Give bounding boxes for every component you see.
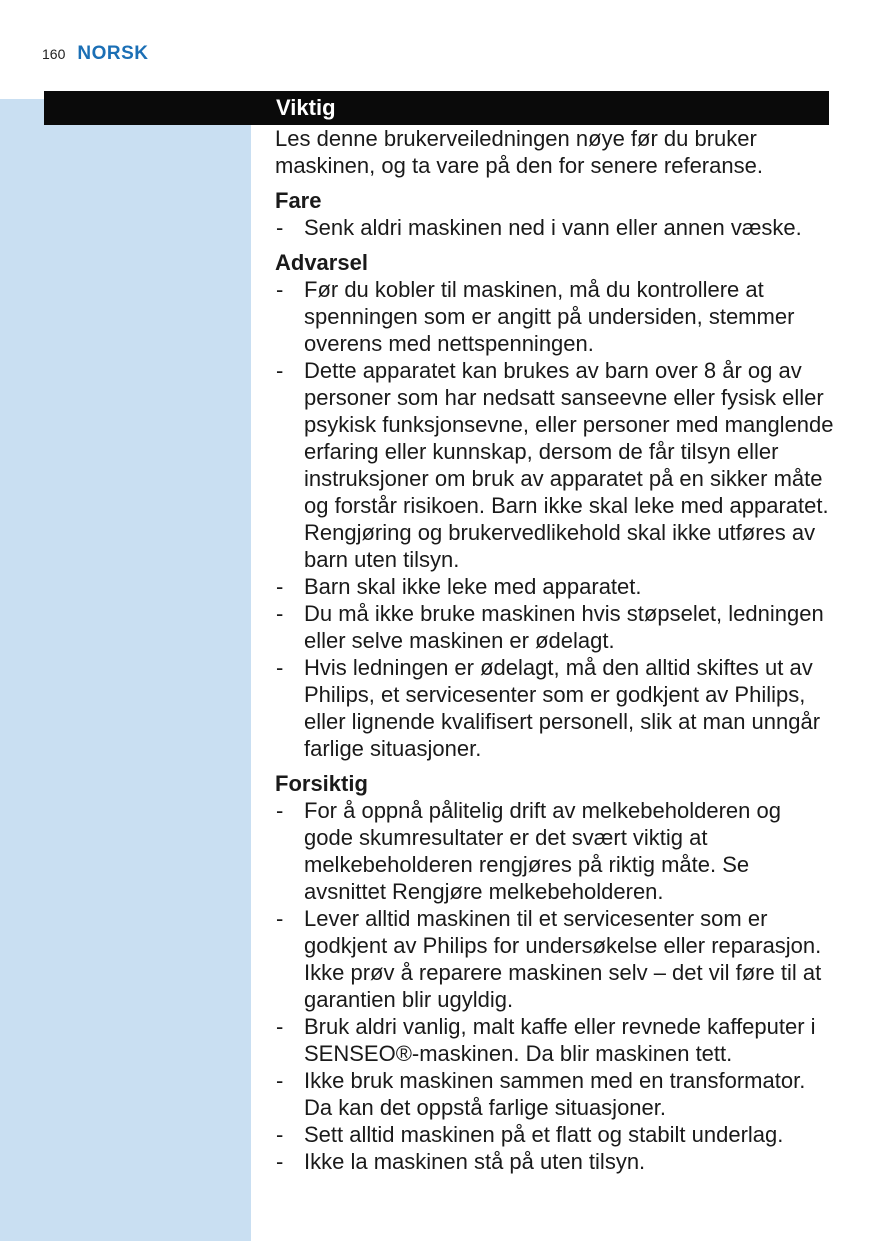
list-item: - Ikke la maskinen stå på uten tilsyn.: [275, 1148, 835, 1175]
list-item: - Ikke bruk maskinen sammen med en transformator. Da kan det oppstå farlige situasjoner.: [275, 1067, 835, 1121]
caution-list: [275, 797, 835, 1175]
page-header: [42, 43, 148, 65]
list-item: - Bruk aldri vanlig, malt kaffe eller revnede kaffeputer i SENSEO®-maskinen. Da blir maskinen tett.: [275, 1013, 835, 1067]
section-advarsel: [275, 249, 835, 762]
page-number: 160: [42, 46, 66, 62]
list-item: - Senk aldri maskinen ned i vann eller annen væske.: [275, 214, 835, 241]
language-section-label: NORSK: [77, 43, 149, 64]
list-item: - Barn skal ikke leke med apparatet.: [275, 573, 835, 600]
list-item: - Før du kobler til maskinen, må du kontrollere at spenningen som er angitt på undersiden, stemmer overens med nettspenningen.: [275, 276, 835, 357]
title-bar: [44, 91, 829, 125]
list-item: - Hvis ledningen er ødelagt, må den alltid skiftes ut av Philips, et servicesenter som er godkjent av Philips, eller lignende kvalifisert personell, slik at man unngår farlige situasjoner.: [275, 654, 835, 762]
warning-list: [275, 276, 835, 762]
section-heading: Fare: [275, 188, 322, 213]
section-fare: [275, 187, 835, 241]
warning-list: [275, 214, 835, 241]
page-title: Viktig: [276, 95, 336, 120]
list-item: - Dette apparatet kan brukes av barn over 8 år og av personer som har nedsatt sanseevne eller fysisk eller psykisk funksjonsevne, eller personer med manglende erfaring eller kunnskap, dersom de får tilsyn eller instruksjoner om bruk av apparatet på en sikker måte og forstår risikoen. Barn ikke skal leke med apparatet. Rengjøring og brukervedlikehold skal ikke utføres av barn uten tilsyn.: [275, 357, 835, 573]
list-item: - Du må ikke bruke maskinen hvis støpselet, ledningen eller selve maskinen er ødelagt.: [275, 600, 835, 654]
section-heading: Advarsel: [275, 250, 368, 275]
list-item: - For å oppnå pålitelig drift av melkebeholderen og gode skumresultater er det svært viktig at melkebeholderen rengjøres på riktig måte. Se avsnittet Rengjøre melkebeholderen.: [275, 797, 835, 905]
main-content: [275, 125, 835, 1175]
section-heading: Forsiktig: [275, 771, 368, 796]
list-item: - Lever alltid maskinen til et servicesenter som er godkjent av Philips for undersøkelse eller reparasjon. Ikke prøv å reparere maskinen selv – det vil føre til at garantien blir ugyldig.: [275, 905, 835, 1013]
sidebar-band: [0, 99, 251, 1241]
intro-paragraph: Les denne brukerveiledningen nøye før du bruker maskinen, og ta vare på den for senere referanse.: [275, 126, 763, 178]
section-forsiktig: [275, 770, 835, 1175]
list-item: - Sett alltid maskinen på et flatt og stabilt underlag.: [275, 1121, 835, 1148]
